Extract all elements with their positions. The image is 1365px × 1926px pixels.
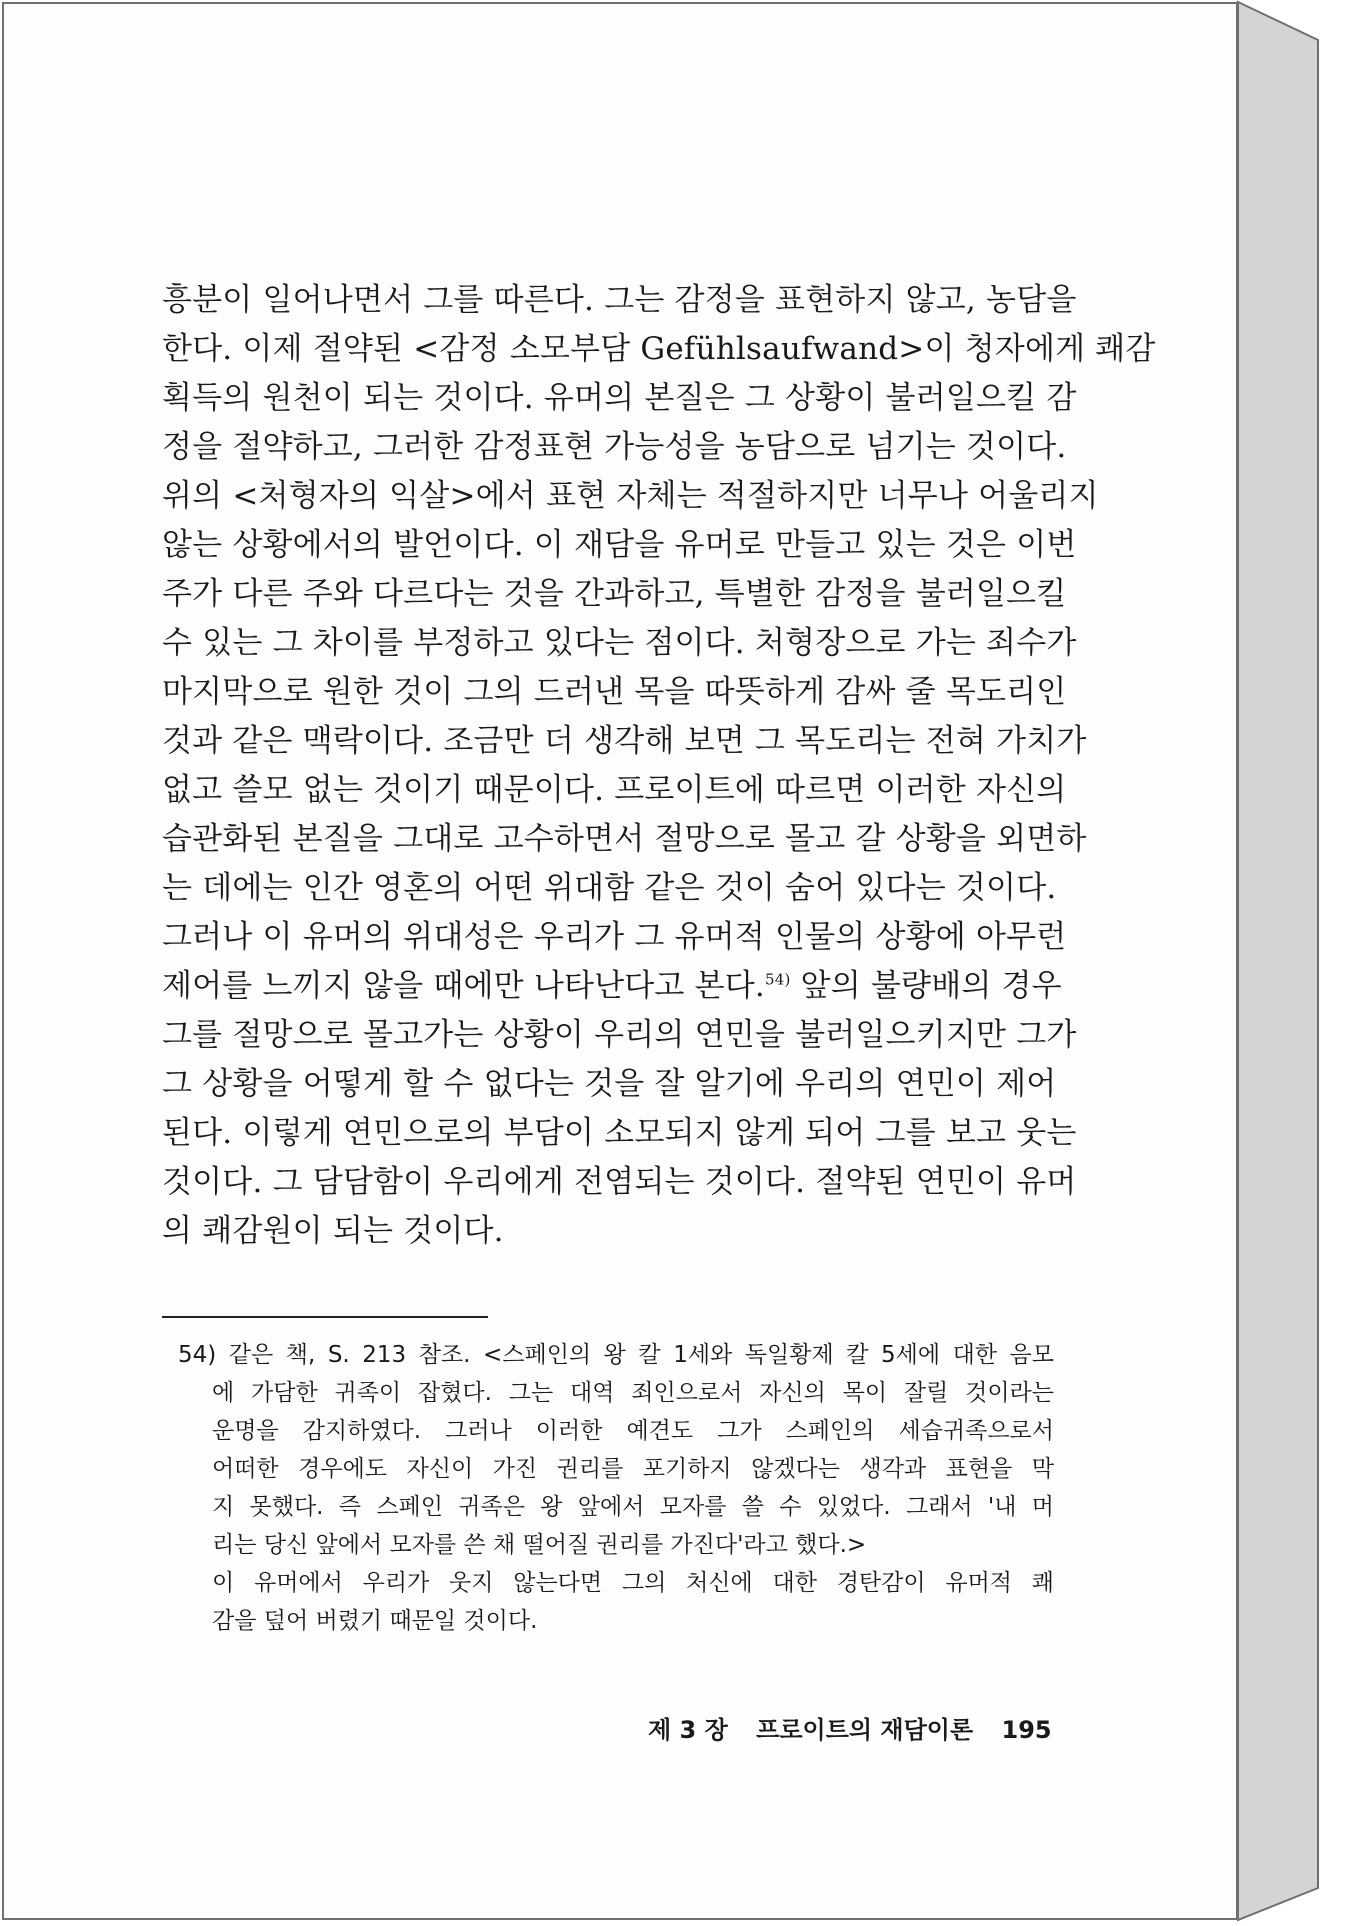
footnote-divider — [162, 1316, 488, 1318]
footnote-line: 에 가담한 귀족이 잡혔다. 그는 대역 죄인으로서 자신의 목이 잘릴 것이라는 — [212, 1380, 1054, 1406]
footnote — [178, 1336, 1054, 1640]
body-line-part: 제어를 느끼지 않을 때에만 나타난다고 본다. — [162, 968, 765, 1004]
body-line: 위의 <처형자의 익살>에서 표현 자체는 적절하지만 너무나 어울리지 — [162, 478, 1099, 514]
footnote-line: 리는 당신 앞에서 모자를 쓴 채 떨어질 권리를 가진다'라고 했다.> — [212, 1532, 867, 1558]
body-line: 그를 절망으로 몰고가는 상황이 우리의 연민을 불러일으키지만 그가 — [162, 1017, 1077, 1053]
body-line: 그 상황을 어떻게 할 수 없다는 것을 잘 알기에 우리의 연민이 제어 — [162, 1066, 1057, 1102]
footnote-extra-line: 감을 덮어 버렸기 때문일 것이다. — [212, 1608, 538, 1634]
footnote-extra-line: 이 유머에서 우리가 웃지 않는다면 그의 처신에 대한 경탄감이 유머적 쾌 — [212, 1570, 1054, 1596]
footer-chapter: 제 3 장 — [648, 1716, 728, 1744]
page-number: 195 — [1001, 1716, 1052, 1744]
body-line: 한다. 이제 절약된 <감정 소모부담 Gefühlsaufwand>이 청자에게 쾌감 — [162, 331, 1156, 367]
body-line: 마지막으로 원한 것이 그의 드러낸 목을 따뜻하게 감싸 줄 목도리인 — [162, 674, 1067, 710]
footer-title: 프로이트의 재담이론 — [756, 1716, 974, 1744]
body-line: 주가 다른 주와 다르다는 것을 간과하고, 특별한 감정을 불러일으킬 — [162, 576, 1067, 612]
body-line: 것과 같은 맥락이다. 조금만 더 생각해 보면 그 목도리는 전혀 가치가 — [162, 723, 1087, 759]
body-line: 의 쾌감원이 되는 것이다. — [162, 1213, 504, 1249]
footnote-reference[interactable]: 54) — [764, 970, 791, 989]
page-edge-shape — [1238, 2, 1358, 1922]
body-line: 것이다. 그 담담함이 우리에게 전염되는 것이다. 절약된 연민이 유머 — [162, 1164, 1077, 1200]
body-line: 습관화된 본질을 그대로 고수하면서 절망으로 몰고 갈 상황을 외면하 — [162, 821, 1087, 857]
body-line: 않는 상황에서의 발언이다. 이 재담을 유머로 만들고 있는 것은 이번 — [162, 527, 1077, 563]
body-line: 획득의 원천이 되는 것이다. 유머의 본질은 그 상황이 불러일으킬 감 — [162, 380, 1077, 416]
body-line: 흥분이 일어나면서 그를 따른다. 그는 감정을 표현하지 않고, 농담을 — [162, 282, 1077, 318]
running-footer — [648, 1710, 1052, 1745]
body-line: 된다. 이렇게 연민으로의 부담이 소모되지 않게 되어 그를 보고 웃는 — [162, 1115, 1077, 1151]
body-line-part: 앞의 불량배의 경우 — [790, 968, 1062, 1004]
body-line: 는 데에는 인간 영혼의 어떤 위대함 같은 것이 숨어 있다는 것이다. — [162, 870, 1057, 906]
footnote-line: 어떠한 경우에도 자신이 가진 권리를 포기하지 않겠다는 생각과 표현을 막 — [212, 1456, 1054, 1482]
body-line: 그러나 이 유머의 위대성은 우리가 그 유머적 인물의 상황에 아무런 — [162, 919, 1067, 955]
footnote-line: 지 못했다. 즉 스페인 귀족은 왕 앞에서 모자를 쓸 수 있었다. 그래서 '내 머 — [212, 1494, 1054, 1520]
footnote-line: 운명을 감지하였다. 그러나 이러한 예견도 그가 스페인의 세습귀족으로서 — [212, 1418, 1054, 1444]
body-line: 없고 쓸모 없는 것이기 때문이다. 프로이트에 따르면 이러한 자신의 — [162, 772, 1067, 808]
footnote-line: 54) 같은 책, S. 213 참조. <스페인의 왕 칼 1세와 독일황제 칼 5세에 대한 음모 — [178, 1342, 1054, 1368]
body-line: 정을 절약하고, 그러한 감정표현 가능성을 농담으로 넘기는 것이다. — [162, 429, 1067, 465]
body-line-with-footnote-ref — [162, 962, 1062, 1011]
body-text — [162, 276, 1156, 1256]
body-line: 수 있는 그 차이를 부정하고 있다는 점이다. 처형장으로 가는 죄수가 — [162, 625, 1077, 661]
